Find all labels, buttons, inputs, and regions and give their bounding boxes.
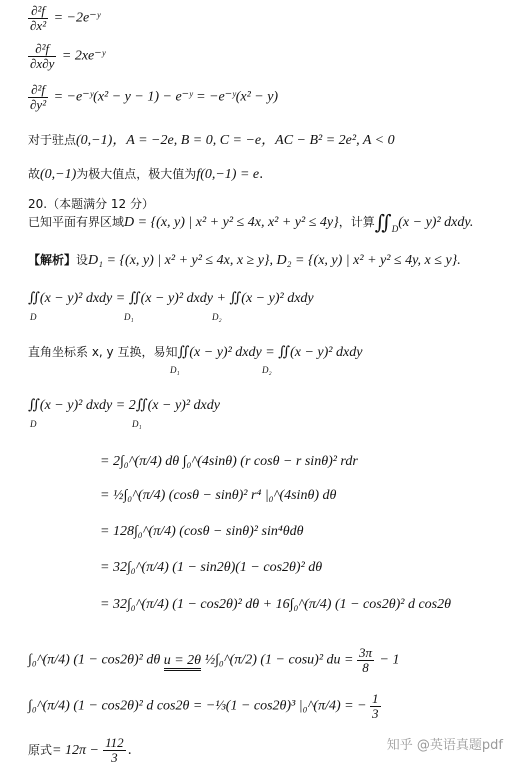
solution-setup (28, 252, 461, 269)
split-sub-d: D (30, 312, 37, 322)
maximum-line (28, 166, 263, 183)
aux2-result-num: 1 (372, 691, 379, 706)
aux2-expression: ∫₀^(π/4) (1 − cos2θ)² d cos2θ = −⅓(1 − cos2θ)³ |₀^(π/4) = − (28, 698, 367, 714)
max-end: . (259, 167, 264, 182)
final-end: . (127, 743, 132, 758)
swap-text: 直角坐标系 x, y 互换，易知 (28, 345, 178, 359)
subregion-definitions: D₁ = {(x, y) | x² + y² ≤ 4x, x ≥ y}, D₂ = {(x, y) | x² + y² ≤ 4y, x ≤ y}. (88, 253, 461, 268)
double-sub-d1: D₁ (132, 419, 142, 429)
problem-statement (28, 214, 473, 237)
stationary-label: 对于驻点 (28, 133, 77, 147)
final-expression: = 12π − (52, 743, 99, 758)
double-sub-d: D (30, 419, 37, 429)
final-answer (28, 736, 132, 765)
fxy-equation (28, 42, 105, 71)
stationary-point-line (28, 132, 395, 149)
solution-set-label: 设 (76, 253, 89, 267)
polar-step-1: = 2∫₀^(π/4) dθ ∫₀^(4sinθ) (r cosθ − r sinθ)² rdr (100, 454, 358, 469)
fxx-value: = −2e⁻ʸ (53, 10, 101, 26)
fyy-equation (28, 83, 278, 112)
max-label-b: 为极大值点，极大值为 (76, 167, 197, 181)
statement-text-b: ，计算 (338, 215, 375, 229)
swap-sub-d2: D₂ (262, 365, 272, 375)
max-value: f(0,−1) = e (196, 167, 260, 182)
polar-step-4: = 32∫₀^(π/4) (1 − sin2θ)(1 − cos2θ)² dθ (100, 560, 323, 575)
fxy-denominator: ∂x∂y (30, 56, 55, 71)
polar-step-2: = ½∫₀^(π/4) (cosθ − sinθ)² r⁴ |₀^(4sinθ) dθ (100, 488, 337, 503)
zhihu-watermark: 知乎 @英语真题pdf (386, 738, 503, 753)
final-denominator: 3 (111, 750, 118, 765)
double-equation: ∬(x − y)² dxdy = 2∬(x − y)² dxdy (28, 398, 220, 413)
integrand: (x − y)² dxdy. (398, 215, 474, 230)
fyy-value: = −e⁻ʸ(x² − y − 1) − e⁻ʸ = −e⁻ʸ(x² − y) (53, 89, 279, 105)
split-equation: ∬(x − y)² dxdy = ∬(x − y)² dxdy + ∬(x − y)² dxdy (28, 291, 314, 306)
aux1-substitution: u = 2θ (164, 653, 201, 671)
swap-equation: ∬(x − y)² dxdy = ∬(x − y)² dxdy (177, 345, 363, 360)
aux1-result-den: 8 (362, 660, 369, 675)
fxx-numerator: ∂²f (28, 4, 48, 19)
fxx-denominator: ∂x² (30, 18, 47, 33)
max-label-a: 故 (28, 167, 41, 181)
swap-line (28, 344, 362, 361)
fxy-numerator: ∂²f (28, 42, 56, 57)
statement-text-a: 已知平面有界区域 (28, 215, 125, 229)
problem-header: 20.（本题满分 12 分） (28, 197, 154, 211)
split-sub-d1: D₁ (124, 312, 134, 322)
max-point: (0,−1) (40, 167, 77, 182)
polar-step-3: = 128∫₀^(π/4) (cosθ − sinθ)² sin⁴θdθ (100, 524, 304, 539)
aux-integral-1 (28, 646, 399, 675)
integral-region: D (391, 224, 399, 234)
fxy-value: = 2xe⁻ʸ (61, 48, 106, 64)
solution-tag: 【解析】 (28, 253, 77, 267)
aux1-tail: − 1 (379, 652, 400, 668)
split-sub-d2: D₂ (212, 312, 222, 322)
aux-integral-2 (28, 692, 383, 721)
double-integral-sign: ∬ (374, 212, 392, 234)
region-definition: D = {(x, y) | x² + y² ≤ 4x, x² + y² ≤ 4y} (124, 215, 339, 230)
aux2-result-den: 3 (372, 706, 379, 721)
aux1-result-num: 3π (358, 645, 372, 660)
aux1-middle: ½∫₀^(π/2) (1 − cosu)² du = (204, 652, 354, 668)
fyy-numerator: ∂²f (28, 83, 48, 98)
fyy-denominator: ∂y² (30, 97, 47, 112)
aux1-left: ∫₀^(π/4) (1 − cos2θ)² dθ (28, 652, 161, 668)
final-label: 原式 (28, 743, 53, 757)
polar-step-5: = 32∫₀^(π/4) (1 − cos2θ)² dθ + 16∫₀^(π/4) (1 − cos2θ)² d cos2θ (100, 597, 451, 612)
final-numerator: 112 (105, 735, 124, 750)
swap-sub-d1: D₁ (170, 365, 180, 375)
fxx-equation (28, 4, 100, 33)
stationary-values: (0,−1)，A = −2e, B = 0, C = −e，AC − B² = 2e², A < 0 (76, 133, 395, 148)
